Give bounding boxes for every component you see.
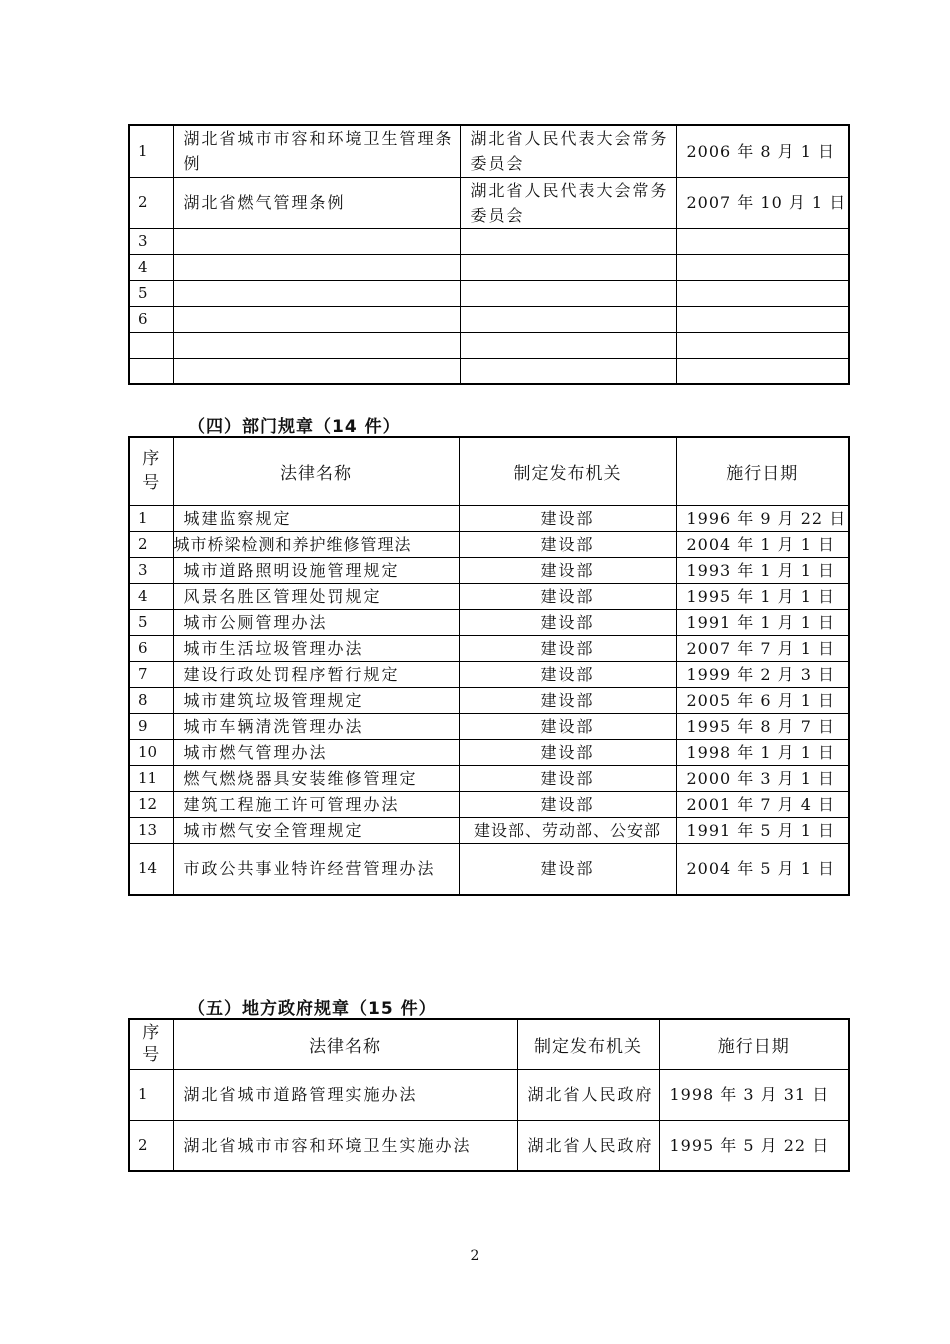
table-row	[129, 358, 849, 384]
header-no: 序号	[129, 1019, 173, 1069]
row-number: 1	[129, 125, 173, 177]
row-number: 5	[129, 609, 173, 635]
row-number: 1	[129, 1069, 173, 1120]
table-row	[129, 280, 849, 306]
table-row	[129, 125, 849, 177]
section-title-departmental-rules: （四）部门规章（14 件）	[188, 417, 401, 437]
effective-date: 1993 年 1 月 1 日	[676, 557, 849, 583]
law-name: 湖北省燃气管理条例	[173, 177, 460, 228]
effective-date: 1991 年 5 月 1 日	[676, 817, 849, 843]
table-row	[129, 531, 849, 557]
effective-date	[676, 306, 849, 332]
effective-date: 2007 年 7 月 1 日	[676, 635, 849, 661]
departmental-rules-table	[128, 436, 850, 896]
row-number: 12	[129, 791, 173, 817]
law-name: 城市燃气管理办法	[173, 739, 459, 765]
law-name: 湖北省城市道路管理实施办法	[173, 1069, 517, 1120]
issuer	[460, 254, 676, 280]
row-number: 3	[129, 228, 173, 254]
row-number: 2	[129, 531, 173, 557]
law-name: 城市生活垃圾管理办法	[173, 635, 459, 661]
effective-date: 2005 年 6 月 1 日	[676, 687, 849, 713]
row-number: 7	[129, 661, 173, 687]
section-title-local-government-rules: （五）地方政府规章（15 件）	[188, 999, 437, 1019]
row-number: 11	[129, 765, 173, 791]
issuer	[460, 280, 676, 306]
header-issuer: 制定发布机关	[459, 437, 676, 505]
effective-date	[676, 332, 849, 358]
law-name: 城市公厕管理办法	[173, 609, 459, 635]
table-row	[129, 739, 849, 765]
row-number: 6	[129, 635, 173, 661]
law-name	[173, 254, 460, 280]
table-row	[129, 583, 849, 609]
row-number: 4	[129, 254, 173, 280]
row-number: 14	[129, 843, 173, 895]
issuer: 建设部	[459, 687, 676, 713]
effective-date: 2007 年 10 月 1 日	[676, 177, 849, 228]
row-number: 1	[129, 505, 173, 531]
table-row	[129, 228, 849, 254]
table-row	[129, 177, 849, 228]
row-number: 6	[129, 306, 173, 332]
table-row	[129, 713, 849, 739]
effective-date: 2004 年 5 月 1 日	[676, 843, 849, 895]
issuer: 建设部	[459, 531, 676, 557]
regulations-table-continued	[128, 124, 850, 385]
effective-date: 1998 年 1 月 1 日	[676, 739, 849, 765]
header-no: 序号	[129, 437, 173, 505]
header-date: 施行日期	[676, 437, 849, 505]
row-number: 2	[129, 177, 173, 228]
effective-date: 2000 年 3 月 1 日	[676, 765, 849, 791]
issuer: 建设部	[459, 583, 676, 609]
row-number: 2	[129, 1120, 173, 1171]
effective-date: 2006 年 8 月 1 日	[676, 125, 849, 177]
header-date: 施行日期	[659, 1019, 849, 1069]
law-name: 燃气燃烧器具安装维修管理定	[173, 765, 459, 791]
header-name: 法律名称	[173, 1019, 517, 1069]
law-name: 城市燃气安全管理规定	[173, 817, 459, 843]
row-number: 13	[129, 817, 173, 843]
issuer: 建设部	[459, 661, 676, 687]
table-row	[129, 1120, 849, 1171]
issuer	[460, 306, 676, 332]
issuer	[460, 358, 676, 384]
law-name: 湖北省城市市容和环境卫生实施办法	[173, 1120, 517, 1171]
effective-date	[676, 228, 849, 254]
header-issuer: 制定发布机关	[517, 1019, 659, 1069]
issuer: 湖北省人民代表大会常务委员会	[460, 177, 676, 228]
local-government-rules-table	[128, 1018, 850, 1172]
header-name: 法律名称	[173, 437, 459, 505]
law-name: 城市道路照明设施管理规定	[173, 557, 459, 583]
law-name: 建筑工程施工许可管理办法	[173, 791, 459, 817]
issuer	[460, 332, 676, 358]
law-name: 建设行政处罚程序暂行规定	[173, 661, 459, 687]
issuer: 建设部	[459, 609, 676, 635]
issuer: 湖北省人民政府	[517, 1120, 659, 1171]
effective-date: 1991 年 1 月 1 日	[676, 609, 849, 635]
table-row	[129, 306, 849, 332]
effective-date: 1995 年 5 月 22 日	[659, 1120, 849, 1171]
table-row	[129, 505, 849, 531]
table-header-row	[129, 1019, 849, 1069]
effective-date: 1995 年 8 月 7 日	[676, 713, 849, 739]
issuer: 建设部	[459, 739, 676, 765]
effective-date	[676, 280, 849, 306]
table-row	[129, 817, 849, 843]
issuer: 建设部	[459, 505, 676, 531]
law-name	[173, 228, 460, 254]
issuer: 建设部	[459, 713, 676, 739]
issuer: 建设部	[459, 843, 676, 895]
table-row	[129, 635, 849, 661]
row-number: 10	[129, 739, 173, 765]
table-row	[129, 661, 849, 687]
effective-date: 2004 年 1 月 1 日	[676, 531, 849, 557]
law-name	[173, 280, 460, 306]
law-name: 湖北省城市市容和环境卫生管理条例	[173, 125, 460, 177]
row-number	[129, 332, 173, 358]
law-name: 城市桥梁检测和养护维修管理法	[173, 531, 459, 557]
law-name: 市政公共事业特许经营管理办法	[173, 843, 459, 895]
effective-date	[676, 358, 849, 384]
law-name	[173, 332, 460, 358]
issuer: 湖北省人民政府	[517, 1069, 659, 1120]
law-name: 风景名胜区管理处罚规定	[173, 583, 459, 609]
table-header-row	[129, 437, 849, 505]
law-name	[173, 358, 460, 384]
row-number: 9	[129, 713, 173, 739]
table-row	[129, 332, 849, 358]
effective-date: 1996 年 9 月 22 日	[676, 505, 849, 531]
law-name: 城市车辆清洗管理办法	[173, 713, 459, 739]
law-name	[173, 306, 460, 332]
law-name: 城市建筑垃圾管理规定	[173, 687, 459, 713]
row-number: 3	[129, 557, 173, 583]
effective-date: 1995 年 1 月 1 日	[676, 583, 849, 609]
issuer	[460, 228, 676, 254]
row-number	[129, 358, 173, 384]
table-row	[129, 843, 849, 895]
issuer: 建设部	[459, 791, 676, 817]
issuer: 建设部	[459, 635, 676, 661]
effective-date: 1998 年 3 月 31 日	[659, 1069, 849, 1120]
effective-date	[676, 254, 849, 280]
effective-date: 1999 年 2 月 3 日	[676, 661, 849, 687]
page-number: 2	[470, 1248, 480, 1264]
table-row	[129, 687, 849, 713]
law-name: 城建监察规定	[173, 505, 459, 531]
issuer: 湖北省人民代表大会常务委员会	[460, 125, 676, 177]
row-number: 8	[129, 687, 173, 713]
table-row	[129, 791, 849, 817]
effective-date: 2001 年 7 月 4 日	[676, 791, 849, 817]
table-row	[129, 254, 849, 280]
issuer: 建设部	[459, 557, 676, 583]
table-row	[129, 557, 849, 583]
row-number: 4	[129, 583, 173, 609]
table-row	[129, 765, 849, 791]
issuer: 建设部、劳动部、公安部	[459, 817, 676, 843]
table-row	[129, 1069, 849, 1120]
row-number: 5	[129, 280, 173, 306]
table-row	[129, 609, 849, 635]
issuer: 建设部	[459, 765, 676, 791]
